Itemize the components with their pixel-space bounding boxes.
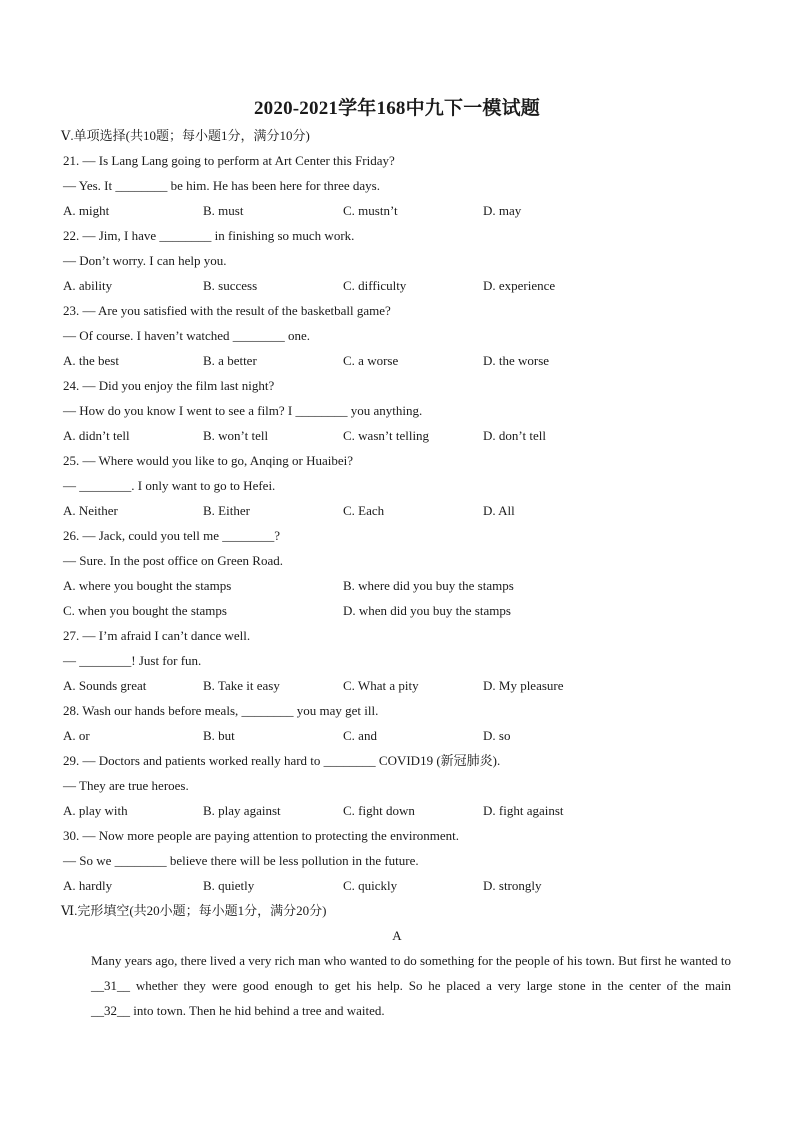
option-d: D. so (483, 728, 511, 743)
option-a: A. or (63, 728, 90, 743)
option-a: A. ability (63, 278, 113, 293)
blank-31: __31__ (91, 978, 130, 993)
question-27: 27. — I’m afraid I can’t dance well. (63, 628, 251, 643)
option-b: B. but (203, 728, 235, 743)
option-d: D. when did you buy the stamps (343, 603, 511, 618)
option-b: B. must (203, 203, 244, 218)
options-26-row2 (63, 598, 731, 623)
response-30: — So we ________ believe there will be less pollution in the future. (63, 853, 419, 868)
passage-label: A (392, 928, 402, 943)
response-24: — How do you know I went to see a film? I ________ you anything. (63, 403, 423, 418)
option-a: A. play with (63, 803, 128, 818)
options-23 (63, 348, 731, 373)
options-26-row1 (63, 573, 731, 598)
cloze-passage (63, 948, 731, 1023)
option-c: C. Each (343, 503, 385, 518)
section-heading-single-choice: Ⅴ.单项选择(共10题；每小题1分，满分10分) (61, 128, 310, 143)
options-25 (63, 498, 731, 523)
response-23: — Of course. I haven’t watched ________ one. (63, 328, 311, 343)
options-22 (63, 273, 731, 298)
response-27: — ________! Just for fun. (63, 653, 202, 668)
passage-text-1: Many years ago, there lived a very rich man who wanted to do something for the people of his town. But first he wanted to (91, 953, 731, 968)
option-b: B. quietly (203, 878, 255, 893)
option-a: A. the best (63, 353, 119, 368)
response-26: — Sure. In the post office on Green Road. (63, 553, 283, 568)
options-28 (63, 723, 731, 748)
question-21: 21. — Is Lang Lang going to perform at Art Center this Friday? (63, 153, 395, 168)
option-d: D. don’t tell (483, 428, 546, 443)
option-b: B. where did you buy the stamps (343, 578, 514, 593)
option-a: A. didn’t tell (63, 428, 130, 443)
option-b: B. success (203, 278, 258, 293)
option-a: A. Neither (63, 503, 118, 518)
option-a: A. might (63, 203, 110, 218)
option-c: C. wasn’t telling (343, 428, 430, 443)
options-24 (63, 423, 731, 448)
option-d: D. experience (483, 278, 556, 293)
option-d: D. may (483, 203, 522, 218)
option-b: B. a better (203, 353, 257, 368)
response-22: — Don’t worry. I can help you. (63, 253, 227, 268)
question-22: 22. — Jim, I have ________ in finishing so much work. (63, 228, 355, 243)
options-30 (63, 873, 731, 898)
question-30: 30. — Now more people are paying attention to protecting the environment. (63, 828, 460, 843)
option-a: A. hardly (63, 878, 113, 893)
option-c: C. a worse (343, 353, 399, 368)
option-b: B. Either (203, 503, 250, 518)
option-c: C. when you bought the stamps (63, 603, 227, 618)
options-21 (63, 198, 731, 223)
option-c: C. and (343, 728, 377, 743)
option-b: B. play against (203, 803, 281, 818)
option-c: C. difficulty (343, 278, 407, 293)
option-b: B. won’t tell (203, 428, 269, 443)
option-c: C. fight down (343, 803, 415, 818)
question-24: 24. — Did you enjoy the film last night? (63, 378, 275, 393)
option-d: D. My pleasure (483, 678, 564, 693)
option-b: B. Take it easy (203, 678, 280, 693)
question-25: 25. — Where would you like to go, Anqing or Huaibei? (63, 453, 354, 468)
options-27 (63, 673, 731, 698)
question-28: 28. Wash our hands before meals, ________ you may get ill. (63, 703, 379, 718)
option-c: C. mustn’t (343, 203, 398, 218)
option-d: D. the worse (483, 353, 550, 368)
question-29: 29. — Doctors and patients worked really hard to ________ COVID19 (新冠肺炎). (63, 753, 501, 768)
option-d: D. strongly (483, 878, 542, 893)
response-21: — Yes. It ________ be him. He has been here for three days. (63, 178, 380, 193)
response-25: — ________. I only want to go to Hefei. (63, 478, 276, 493)
response-29: — They are true heroes. (63, 778, 189, 793)
options-29 (63, 798, 731, 823)
option-c: C. quickly (343, 878, 398, 893)
section-heading-cloze: Ⅵ.完形填空(共20小题；每小题1分，满分20分) (61, 903, 327, 918)
passage-text-2: whether they were good enough to get his help. So he placed a very large stone in the center of the main (130, 978, 731, 993)
option-c: C. What a pity (343, 678, 419, 693)
blank-32: __32__ (91, 1003, 130, 1018)
question-23: 23. — Are you satisfied with the result of the basketball game? (63, 303, 391, 318)
option-d: D. All (483, 503, 515, 518)
option-d: D. fight against (483, 803, 564, 818)
question-list (63, 148, 731, 898)
option-a: A. Sounds great (63, 678, 147, 693)
page-title: 2020-2021学年168中九下一模试题 (253, 98, 541, 119)
passage-text-3: into town. Then he hid behind a tree and waited. (130, 1003, 385, 1018)
question-26: 26. — Jack, could you tell me ________? (63, 528, 280, 543)
option-a: A. where you bought the stamps (63, 578, 232, 593)
